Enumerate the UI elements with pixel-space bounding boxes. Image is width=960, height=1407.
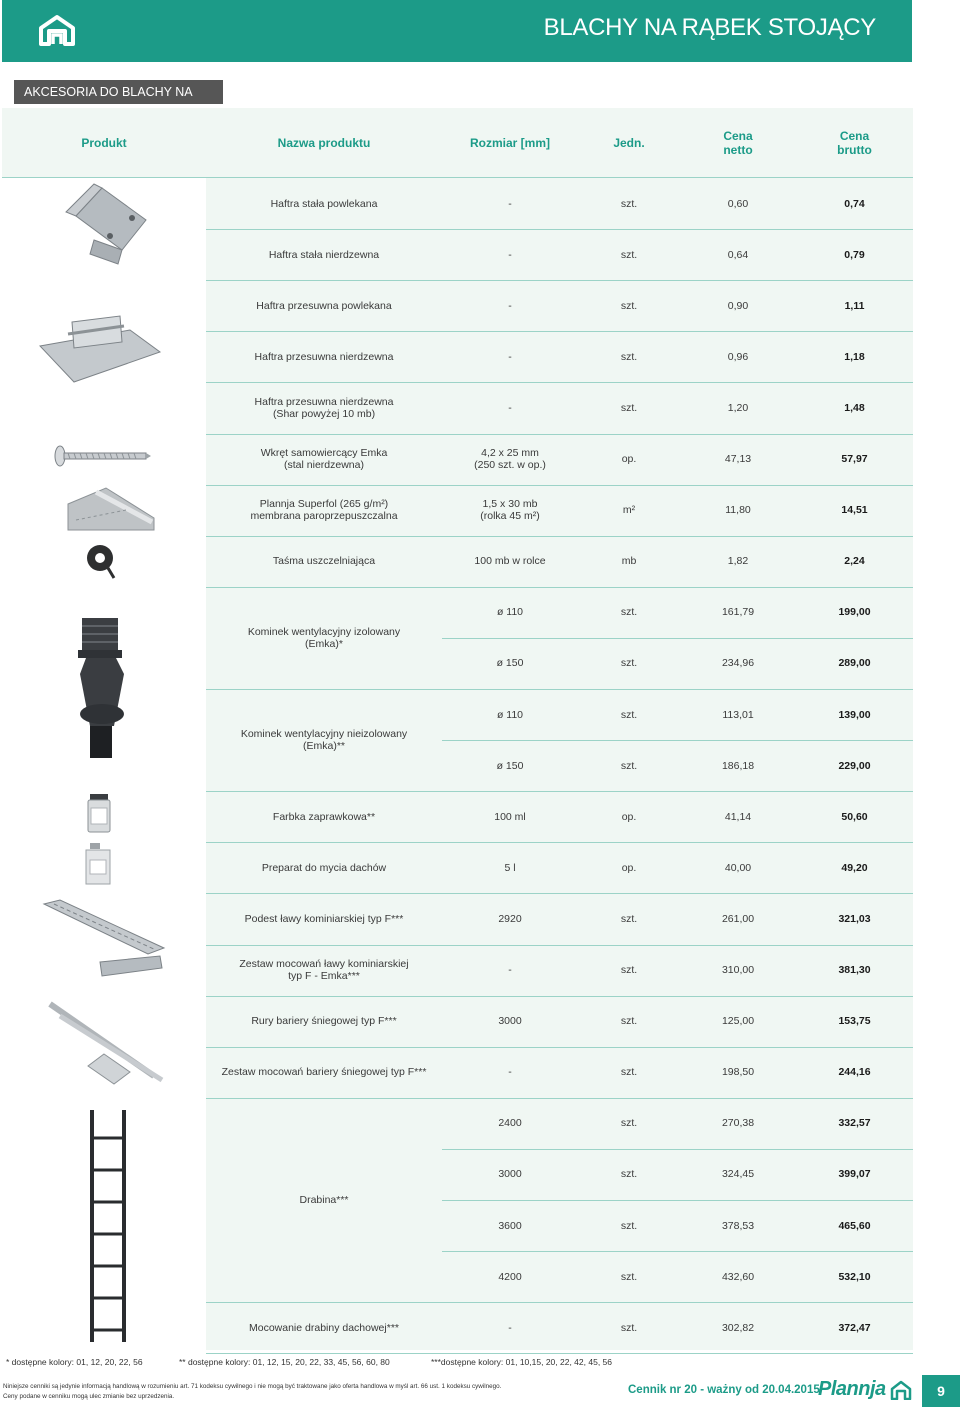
fixed-clip-image bbox=[58, 180, 152, 268]
gross-price-cell: 2,24 bbox=[844, 555, 865, 568]
unit-cell: szt. bbox=[620, 1066, 638, 1079]
touch-up-paint-image bbox=[86, 792, 112, 836]
net-price-cell: 113,01 bbox=[722, 708, 754, 721]
brand-house-icon bbox=[890, 1380, 912, 1400]
unit-cell: szt. bbox=[620, 1168, 638, 1181]
unit-cell: op. bbox=[621, 861, 637, 874]
column-header-name: Nazwa produktu bbox=[277, 136, 371, 150]
gross-price-cell: 139,00 bbox=[838, 708, 871, 721]
gross-price-cell: 321,03 bbox=[838, 912, 871, 925]
sealing-tape-image bbox=[86, 540, 118, 580]
gross-price-cell: 381,30 bbox=[838, 964, 871, 977]
unit-cell: szt. bbox=[620, 708, 638, 721]
net-price-cell: 261,00 bbox=[721, 912, 755, 925]
gross-price-cell: 399,07 bbox=[838, 1168, 871, 1181]
net-price-cell: 234,96 bbox=[721, 657, 755, 670]
product-name: Wkręt samowiercący Emka (stal nierdzewna) bbox=[260, 447, 388, 472]
net-price-cell: 40,00 bbox=[724, 861, 752, 874]
unit-cell: szt. bbox=[620, 606, 638, 619]
product-name: Preparat do mycia dachów bbox=[261, 861, 387, 874]
net-price-cell: 324,45 bbox=[721, 1168, 755, 1181]
house-logo-icon bbox=[38, 14, 76, 46]
product-name: Haftra przesuwna nierdzewna bbox=[254, 350, 394, 363]
size-cell: - bbox=[508, 1066, 512, 1079]
size-cell: ø 150 bbox=[496, 759, 524, 772]
gross-price-cell: 229,00 bbox=[838, 759, 871, 772]
brand-logo bbox=[818, 1378, 914, 1404]
gross-price-cell: 244,16 bbox=[838, 1066, 871, 1079]
product-name: Haftra przesuwna powlekana bbox=[256, 299, 392, 312]
legal-line-1: Niniejsze cenniki są jedynie informacją handlową w rozumieniu art. 71 kodeksu cywilnego i nie mogą być traktowane jako oferta handlowa w myśl art. 66 ust. 1 kodeksu cywilnego. bbox=[3, 1383, 502, 1390]
roof-ladder-image bbox=[86, 1108, 130, 1344]
net-price-cell: 0,90 bbox=[727, 299, 749, 312]
net-price-cell: 198,50 bbox=[721, 1066, 755, 1079]
chimney-walkway-image bbox=[40, 898, 166, 982]
product-name: Zestaw mocowań ławy kominiarskiej typ F - Emka*** bbox=[239, 958, 409, 983]
size-cell: - bbox=[508, 1321, 512, 1334]
unit-cell: szt. bbox=[620, 964, 638, 977]
page-header bbox=[2, 0, 912, 62]
legal-notice bbox=[3, 1382, 501, 1401]
unit-cell: szt. bbox=[620, 401, 638, 414]
gross-price-cell: 49,20 bbox=[841, 861, 868, 874]
column-header-gross-price: Cena brutto bbox=[837, 129, 872, 157]
gross-price-cell: 1,48 bbox=[844, 401, 865, 414]
net-price-cell: 47,13 bbox=[724, 453, 752, 466]
net-price-cell: 0,64 bbox=[727, 248, 749, 261]
section-title: AKCESORIA DO BLACHY NA bbox=[14, 80, 223, 104]
gross-price-cell: 532,10 bbox=[838, 1270, 871, 1283]
membrane-roll-image bbox=[66, 486, 156, 532]
gross-price-cell: 50,60 bbox=[841, 810, 868, 823]
roof-cleaner-canister-image bbox=[84, 842, 114, 886]
size-cell: 2400 bbox=[498, 1117, 522, 1130]
footnote-3: ***dostępne kolory: 01, 10,15, 20, 22, 42, 45, 56 bbox=[431, 1357, 612, 1367]
size-cell: 3000 bbox=[498, 1015, 522, 1028]
net-price-cell: 41,14 bbox=[724, 810, 752, 823]
product-name: Rury bariery śniegowej typ F*** bbox=[251, 1015, 397, 1028]
size-cell: 5 l bbox=[504, 861, 516, 874]
size-cell: - bbox=[508, 197, 512, 210]
net-price-cell: 302,82 bbox=[721, 1321, 755, 1334]
product-name: Plannja Superfol (265 g/m²) membrana paroprzepuszczalna bbox=[250, 498, 398, 523]
size-cell: ø 110 bbox=[496, 708, 524, 721]
product-name: Haftra stała powlekana bbox=[270, 197, 378, 210]
unit-cell: szt. bbox=[620, 1015, 638, 1028]
column-header-net-price: Cena netto bbox=[723, 129, 753, 157]
sliding-clip-image bbox=[38, 312, 162, 386]
unit-cell: szt. bbox=[620, 912, 638, 925]
size-cell: - bbox=[508, 401, 512, 414]
product-name: Haftra stała nierdzewna bbox=[268, 248, 380, 261]
unit-cell: op. bbox=[621, 810, 637, 823]
gross-price-cell: 372,47 bbox=[838, 1321, 871, 1334]
product-name: Haftra przesuwna nierdzewna (Shar powyżej 10 mb) bbox=[254, 395, 394, 420]
size-cell: ø 150 bbox=[496, 657, 524, 670]
unit-cell: mb bbox=[621, 555, 637, 568]
net-price-cell: 310,00 bbox=[721, 964, 755, 977]
net-price-cell: 186,18 bbox=[721, 759, 755, 772]
size-cell: - bbox=[508, 964, 512, 977]
net-price-cell: 11,80 bbox=[725, 504, 751, 517]
column-header-product: Produkt bbox=[81, 136, 127, 150]
net-price-cell: 161,79 bbox=[721, 606, 755, 619]
gross-price-cell: 1,11 bbox=[844, 299, 865, 312]
size-cell: 1,5 x 30 mb (rolka 45 m²) bbox=[480, 498, 540, 523]
net-price-cell: 125,00 bbox=[721, 1015, 755, 1028]
net-price-cell: 1,82 bbox=[727, 555, 749, 568]
product-name: Podest ławy kominiarskiej typ F*** bbox=[244, 912, 404, 925]
gross-price-cell: 0,79 bbox=[844, 248, 865, 261]
size-cell: - bbox=[508, 248, 512, 261]
document-title: BLACHY NA RĄBEK STOJĄCY bbox=[543, 14, 876, 41]
size-cell: - bbox=[508, 350, 512, 363]
size-cell: 2920 bbox=[498, 912, 522, 925]
unit-cell: szt. bbox=[620, 759, 638, 772]
column-header-size: Rozmiar [mm] bbox=[469, 136, 550, 150]
product-name: Drabina*** bbox=[299, 1193, 349, 1206]
gross-price-cell: 0,74 bbox=[844, 197, 865, 210]
product-name: Mocowanie drabiny dachowej*** bbox=[248, 1321, 399, 1334]
net-price-cell: 432,60 bbox=[721, 1270, 755, 1283]
price-list-validity: Cennik nr 20 - ważny od 20.04.2015 bbox=[628, 1384, 820, 1396]
legal-line-2: Ceny podane w cenniku mogą ulec zmianie bez uprzedzenia. bbox=[3, 1392, 175, 1400]
gross-price-cell: 332,57 bbox=[838, 1117, 871, 1130]
gross-price-cell: 465,60 bbox=[838, 1219, 871, 1232]
size-cell: 100 mb w rolce bbox=[474, 555, 546, 568]
gross-price-cell: 14,51 bbox=[841, 504, 868, 517]
net-price-cell: 378,53 bbox=[721, 1219, 755, 1232]
product-name: Taśma uszczelniająca bbox=[272, 555, 376, 568]
footnote-1: * dostępne kolory: 01, 12, 20, 22, 56 bbox=[6, 1357, 143, 1367]
brand-name: Plannja bbox=[818, 1378, 886, 1400]
product-name: Kominek wentylacyjny nieizolowany (Emka)** bbox=[240, 728, 408, 753]
insulated-vent-image bbox=[70, 614, 134, 762]
product-name: Zestaw mocowań bariery śniegowej typ F*** bbox=[221, 1066, 427, 1079]
self-drilling-screw-image bbox=[52, 444, 152, 468]
gross-price-cell: 57,97 bbox=[841, 453, 868, 466]
size-cell: ø 110 bbox=[496, 606, 524, 619]
gross-price-cell: 153,75 bbox=[838, 1015, 871, 1028]
unit-cell: szt. bbox=[620, 1321, 638, 1334]
unit-cell: szt. bbox=[620, 350, 638, 363]
gross-price-cell: 289,00 bbox=[838, 657, 871, 670]
footnote-2: ** dostępne kolory: 01, 12, 15, 20, 22, 33, 45, 56, 60, 80 bbox=[179, 1357, 390, 1367]
size-cell: - bbox=[508, 299, 512, 312]
gross-price-cell: 199,00 bbox=[838, 606, 871, 619]
unit-cell: m² bbox=[622, 504, 636, 517]
snow-guard-tube-image bbox=[44, 1000, 170, 1086]
unit-cell: szt. bbox=[620, 1117, 638, 1130]
unit-cell: szt. bbox=[620, 1219, 638, 1232]
net-price-cell: 1,20 bbox=[727, 401, 749, 414]
column-header-unit: Jedn. bbox=[613, 136, 645, 150]
unit-cell: szt. bbox=[620, 299, 638, 312]
net-price-cell: 0,96 bbox=[727, 350, 749, 363]
product-name: Kominek wentylacyjny izolowany (Emka)* bbox=[247, 625, 401, 650]
unit-cell: szt. bbox=[620, 1270, 638, 1283]
unit-cell: szt. bbox=[620, 197, 638, 210]
size-cell: 3000 bbox=[498, 1168, 522, 1181]
size-cell: 3600 bbox=[498, 1219, 522, 1232]
unit-cell: szt. bbox=[620, 657, 638, 670]
product-name: Farbka zaprawkowa** bbox=[272, 810, 376, 823]
unit-cell: op. bbox=[621, 453, 637, 466]
size-cell: 4,2 x 25 mm (250 szt. w op.) bbox=[474, 447, 546, 472]
page-number: 9 bbox=[922, 1375, 960, 1407]
gross-price-cell: 1,18 bbox=[844, 350, 865, 363]
net-price-cell: 270,38 bbox=[721, 1117, 755, 1130]
net-price-cell: 0,60 bbox=[727, 197, 749, 210]
unit-cell: szt. bbox=[620, 248, 638, 261]
size-cell: 100 ml bbox=[494, 810, 526, 823]
row-divider bbox=[206, 1353, 913, 1354]
size-cell: 4200 bbox=[498, 1270, 522, 1283]
